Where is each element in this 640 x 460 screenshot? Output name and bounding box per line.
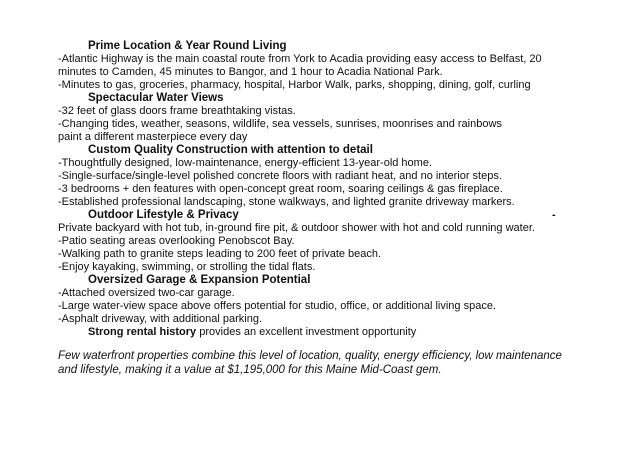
- section-heading: Custom Quality Construction with attention to detail: [88, 144, 373, 156]
- section-heading-row: [58, 209, 578, 222]
- section-water-views: [58, 92, 578, 144]
- section-line: -32 feet of glass doors frame breathtaking vistas.: [58, 105, 296, 117]
- section-line: -Single-surface/single-level polished concrete floors with radiant heat, and no interior steps.: [58, 170, 502, 182]
- section-line: -Thoughtfully designed, low-maintenance, energy-efficient 13-year-old home.: [58, 157, 433, 169]
- section-heading: Oversized Garage & Expansion Potential: [88, 274, 311, 286]
- summary-paragraph: Few waterfront properties combine this level of location, quality, energy efficiency, low maintenance and lifestyle, making it a value at $1,195,000 for this Maine Mid-Coast gem.: [58, 350, 562, 376]
- section-line: -Attached oversized two-car garage.: [58, 287, 235, 299]
- section-prime-location: [58, 40, 578, 92]
- rental-text: provides an excellent investment opportunity: [196, 326, 417, 338]
- section-line: -Changing tides, weather, seasons, wildlife, sea vessels, sunrises, moonrises and rainbows: [58, 118, 502, 130]
- rental-history-line: [58, 326, 578, 339]
- rental-heading: Strong rental history: [88, 326, 197, 338]
- section-line: -Asphalt driveway, with additional parking.: [58, 313, 263, 325]
- section-line: Private backyard with hot tub, in-ground fire pit, & outdoor shower with hot and cold running water.: [58, 222, 535, 234]
- section-line: -Minutes to gas, groceries, pharmacy, hospital, Harbor Walk, parks, shopping, dining, golf, curling: [58, 79, 531, 91]
- section-construction: [58, 144, 578, 209]
- section-heading: Outdoor Lifestyle & Privacy: [88, 209, 239, 221]
- section-heading: Prime Location & Year Round Living: [88, 40, 287, 52]
- section-line: -Established professional landscaping, stone walkways, and lighted granite driveway markers.: [58, 196, 515, 208]
- section-line: -Large water-view space above offers potential for studio, office, or additional living space.: [58, 300, 497, 312]
- section-heading: Spectacular Water Views: [88, 92, 224, 104]
- section-line: -Walking path to granite steps leading to 200 feet of private beach.: [58, 248, 382, 260]
- section-garage: [58, 274, 578, 326]
- section-line: -Enjoy kayaking, swimming, or strolling the tidal flats.: [58, 261, 316, 273]
- section-line: -Atlantic Highway is the main coastal route from York to Acadia providing easy access to Belfast, 20: [58, 53, 542, 65]
- listing-description: [58, 40, 578, 377]
- section-outdoor-lifestyle: [58, 209, 578, 274]
- section-line: minutes to Camden, 45 minutes to Bangor, and 1 hour to Acadia National Park.: [58, 66, 443, 78]
- section-line: -Patio seating areas overlooking Penobscot Bay.: [58, 235, 295, 247]
- trailing-dash: -: [552, 209, 556, 221]
- section-line: paint a different masterpiece every day: [58, 131, 248, 143]
- section-line: -3 bedrooms + den features with open-concept great room, soaring ceilings & gas fireplace.: [58, 183, 503, 195]
